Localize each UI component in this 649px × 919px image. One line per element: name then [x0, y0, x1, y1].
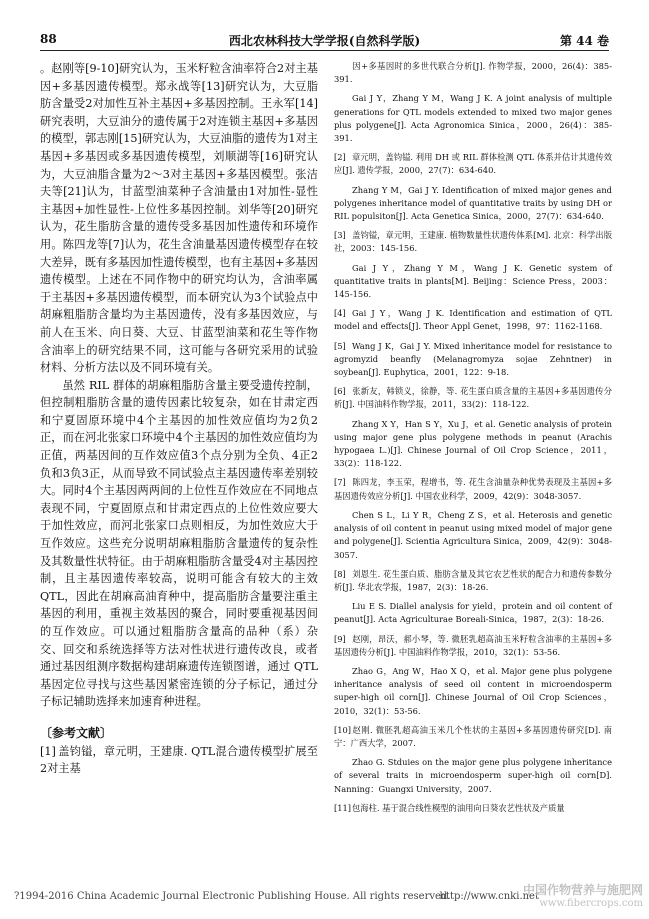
right-column [334, 60, 612, 821]
watermark [523, 881, 643, 909]
reference-item [334, 476, 612, 502]
reference-item [334, 307, 612, 333]
journal-title: 西北农林科技大学学报(自然科学版) [228, 34, 421, 48]
reference-text: 张新友，韩锁义，徐静，等. 花生蛋白质含量的主基因+多基因遗传分析[J]. 中国油料作物学报，2011，33(2)：118-122. [334, 386, 612, 410]
reference-text: 赵刚. 微胚乳超高油玉米几个性状的主基因+多基因遗传研究[D]. 南宁：广西大学，2007. [334, 724, 612, 748]
reference-text: Gai J Y，Zhang Y M，Wang J K. A joint analysis of multiple generations for QTL models extended to mixed two major genes plus polygene[J]. Acta Agronomica Sinica，2000，26(4)：385-391. [334, 93, 612, 144]
copyright-text: ?1994-2016 China Academic Journal Electronic Publishing House. All rights reserved. [14, 891, 451, 902]
page-number: 88 [40, 32, 57, 46]
discussion-paragraph-2: 虽然 RIL 群体的胡麻粗脂肪含量主要受遗传控制，但控制粗脂肪含量的遗传因素比较复杂，如在甘肃定西和宁夏固原环境中4个主基因的加性效应值均为2负2正，而在河北张家口环境中4个主基因的加性效应值均为正值，两基因间的互作效应值3个点分别为全负、4正2负和3负3正，从而导致不同试验点主基因遗传率差别较大。同时4个主基因两两间的上位性互作效应在不同地点表现不同，宁夏固原点和甘肃定西点的上位性效应要大于加性效应，而河北张家口点则相反，为加性效应大于互作效应。这些充分说明胡麻粗脂肪含量遗传的复杂性及其数量性状特征。由于胡麻粗脂肪含量受4对主基因控制，且主基因遗传率较高，说明可能含有较大的主效 QTL，因此在胡麻高油育种中，提高脂肪含量要注重主基因的利用，重视主效基因的聚合，同时要重视基因间的互作效应。可以通过粗脂肪含量高的品种（系）杂交、回交和系统选择等方法对性状进行遗传改良，或者通过基因组测序数据构建胡麻遗传连锁图谱，通过 QTL 基因定位寻找与这些基因紧密连锁的分子标记，通过分子标记辅助选择来加速育种进程。 [40, 378, 318, 709]
reference-item [334, 724, 612, 750]
reference-text: Zhang X Y，Han S Y，Xu J，et al. Genetic analysis of protein using major gene plus polygene methods in peanut (Arachis hypogaea L.)[J]. Chinese Journal of Oil Crop Science，2011，33(2)：118-122. [334, 418, 612, 469]
reference-number: [10] [334, 724, 352, 735]
reference-item [334, 184, 612, 224]
reference-item [334, 802, 612, 815]
references-title: 〔参考文献〕 [40, 725, 113, 740]
reference-item [334, 151, 612, 177]
watermark-title: 中国作物营养与施肥网 [522, 883, 643, 897]
left-column [40, 60, 318, 784]
reference-text: Zhao G，Ang W，Hao X Q，et al. Major gene plus polygene inheritance analysis of seed oil content in microendosperm super-high oil corn[J]. Chinese Journal of Oil Crop Sciences，2010，32(1)：53-56. [334, 665, 612, 716]
reference-text: 章元明，盖钧镒. 利用 DH 或 RIL 群体检测 QTL 体系并估计其遗传效应[J]. 遗传学报，2000，27(7)：634-640. [334, 152, 612, 176]
reference-item [334, 229, 612, 255]
reference-number: [7] [334, 477, 346, 488]
reference-text: 刘恩生. 花生蛋白质、脂肪含量及其它农艺性状的配合力和遗传参数分析[J]. 华北农学报，1987，2(3)：18-26. [334, 568, 612, 592]
reference-number: [2] [334, 152, 346, 163]
reference-item [334, 262, 612, 302]
reference-text: Zhao G. Stduies on the major gene plus polygene inheritance of several traits in microendosperm super-high oil corn[D]. Nanning：Guangxi University，2007. [334, 757, 612, 794]
reference-text: Gai J Y，Wang J K. Identification and estimation of QTL model and effects[J]. Theor Appl Genet，1998，97：1162-1168. [334, 308, 612, 332]
volume-label: 第 44 卷 [559, 34, 609, 48]
reference-text: Liu E S. Diallel analysis for yield，protein and oil content of peanut[J]. Acta Agriculturae Boreali-Sinica，1987，2(3)：18-26. [334, 601, 612, 625]
page-header [40, 30, 609, 51]
reference-number: [6] [334, 386, 346, 397]
site-url: http://www.cnki.net [439, 891, 539, 902]
reference-text: 因+多基因时的多世代联合分析[J]. 作物学报，2000，26(4)：385-391. [334, 61, 612, 85]
reference-number: [11] [334, 802, 352, 813]
reference-text: 赵刚，昂沃，郝小琴，等. 微胚乳超高油玉米籽粒含油率的主基因+多基因遗传分析[J]. 中国油料作物学报，2010，32(1)：53-56. [334, 633, 612, 657]
reference-item [334, 756, 612, 796]
reference-item [40, 743, 318, 778]
discussion-paragraph-1: 。赵刚等[9-10]研究认为，玉米籽粒含油率符合2对主基因+多基因遗传模型。郑永战等[13]研究认为，大豆脂肪含量受2对加性互补主基因+多基因控制。王永军[14]研究表明，大豆油分的遗传属于2对连锁主基因+多基因的模型，郭志刚[15]研究认为，大豆油脂的遗传为1对主基因+多基因或多基因遗传模型，刘顺湖等[16]研究认为，大豆油脂含量为2～3对主基因+多基因模型。张洁夫等[21]认为，甘蓝型油菜种子含油量由1对加性-显性主基因+加性显性-上位性多基因控制。刘华等[20]研究认为，花生脂肪含量的遗传受多基因加性遗传和环境作用。陈四龙等[7]认为，花生含油量基因遗传模型存在较大差异，既有多基因加性遗传模型，也有主基因+多基因遗传模型。上述在不同作物中的研究均认为，含油率属于主基因+多基因遗传模型，而本研究认为3个试验点中胡麻粗脂肪含量均为主基因遗传，没有多基因效应，与前人在玉米、向日葵、大豆、甘蓝型油菜和花生等作物含油率上的研究结果不同，这可能与各研究采用的试验材料、分析方法以及不同环境有关。 [40, 62, 318, 375]
reference-item [334, 600, 612, 626]
reference-text: Gai J Y，Zhang Y M，Wang J K. Genetic system of quantitative traits in plants[M]. Beijing：Science Press，2003：145-156. [334, 262, 612, 300]
reference-number: [4] [334, 308, 346, 319]
reference-text: 陈四龙，李玉荣，程增书，等. 花生含油量杂种优势表现及主基因+多基因遗传效应分析[J]. 中国农业科学，2009，42(9)：3048-3057. [334, 477, 612, 501]
reference-item [334, 509, 612, 562]
reference-item [334, 665, 612, 718]
reference-number: [9] [334, 633, 346, 644]
reference-item [334, 92, 612, 145]
reference-text: 包海柱. 基于混合线性模型的油用向日葵农艺性状及产质量 [352, 802, 565, 813]
reference-number: [1] [40, 744, 56, 758]
reference-item [334, 418, 612, 471]
reference-number: [8] [334, 568, 346, 579]
reference-item [334, 340, 612, 380]
reference-text: 盖钧镒，章元明，王建康. QTL混合遗传模型扩展至2对主基 [40, 744, 318, 776]
watermark-url: www.fibercrops.com [539, 898, 643, 909]
reference-item [334, 568, 612, 594]
reference-item [334, 385, 612, 411]
reference-item [334, 633, 612, 659]
reference-text: 盖钧镒，章元明，王建康. 植物数量性状遗传体系[M]. 北京：科学出版社，2003：145-156. [334, 230, 612, 254]
reference-text: Wang J K，Gai J Y. Mixed inheritance model for resistance to agromyzid beanfly (Melanagromyza sojae Zehntner) in soybean[J]. Euphytica，2001，122：9-18. [334, 340, 612, 378]
reference-item [334, 60, 612, 86]
reference-text: Chen S L，Li Y R，Cheng Z S，et al. Heterosis and genetic analysis of oil content in peanut using mixed model of major gene and polygene[J]. Scientia Agricultura Sinica，2009，42(9)：3048-3057. [334, 509, 612, 560]
reference-number: [3] [334, 230, 346, 241]
reference-text: Zhang Y M，Gai J Y. Identification of mixed major genes and polygenes inheritance model of quantitative traits by using DH or RIL populsiton[J]. Acta Genetica Sinica，2000，27(7)：634-640. [334, 184, 612, 222]
reference-number: [5] [334, 340, 346, 351]
